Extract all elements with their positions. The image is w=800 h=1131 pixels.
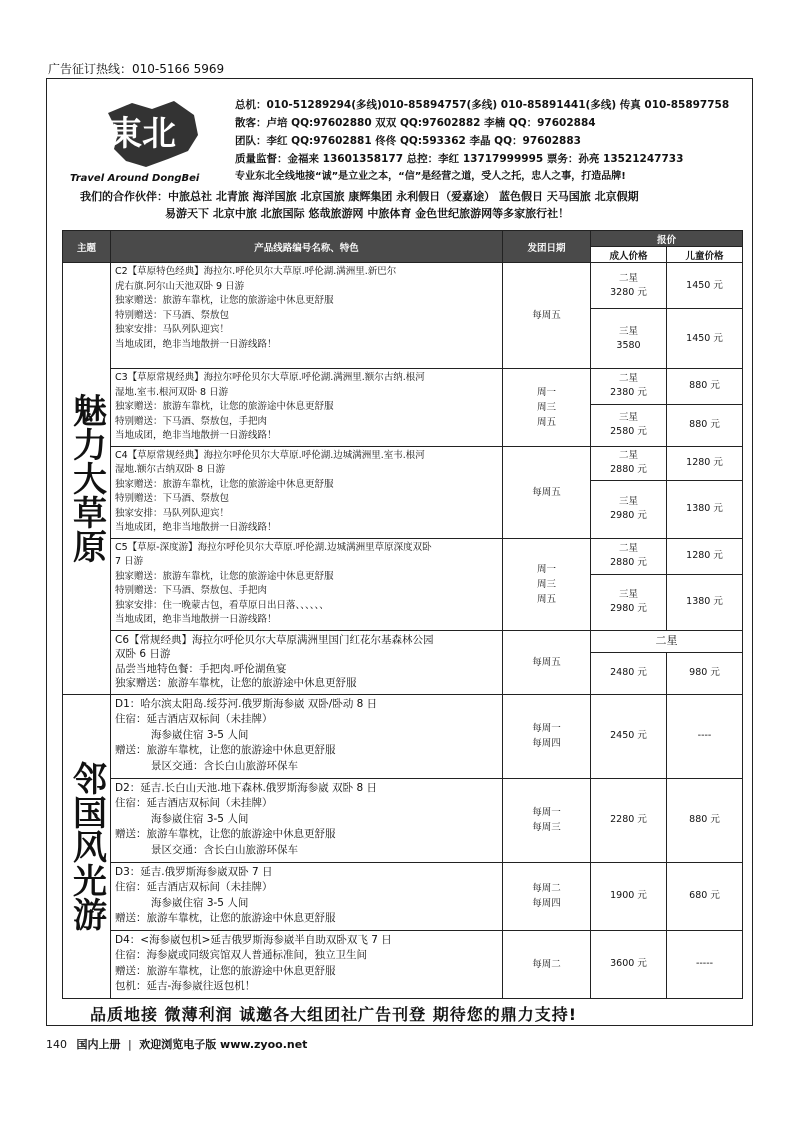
adult-price: 1900 元: [591, 862, 667, 930]
date-item: 每周四: [532, 738, 561, 749]
adult-price: [591, 538, 667, 575]
logo-subtitle: Travel Around DongBei: [70, 173, 200, 184]
header-adult: 成人价格: [591, 247, 667, 263]
ad-hotline: 广告征订热线：010-5166 5969: [48, 62, 225, 76]
price-value: 2980 元: [610, 603, 647, 615]
adult-price: [591, 369, 667, 405]
route-line: 当地成团，绝非当地散拼一日游线路！: [115, 430, 277, 441]
route-line: 湿地.额尔古纳双卧 8 日游: [115, 464, 226, 475]
route-line: 特别赠送：下马酒、祭敖包: [115, 309, 230, 321]
route-line: 景区交通：含长白山旅游环保车: [151, 759, 298, 772]
route-c5: [111, 538, 503, 630]
price-value: 2580 元: [610, 426, 647, 438]
route-line: C6【常规经典】海拉尔呼伦贝尔大草原满洲里国门红花尔基森林公园: [115, 633, 434, 646]
route-line: 品尝当地特色餐：手把肉.呼伦湖鱼宴: [115, 662, 287, 675]
adult-price: [591, 404, 667, 446]
route-line: 海参崴住宿 3-5 人间: [151, 896, 249, 909]
page-footer: [46, 1036, 307, 1052]
price-value: 2880 元: [610, 464, 647, 475]
date-item: 周三: [536, 578, 556, 590]
price-value: 3580: [616, 339, 641, 351]
route-line: C4【草原常规经典】海拉尔呼伦贝尔大草原.呼伦湖.边城满洲里.室韦.根河: [115, 449, 425, 461]
table-header-row: [63, 231, 743, 247]
contact-slogan: 专业东北全线地接“诚”是立业之本，“信”是经营之道，受人之托，忠人之事，打造品牌!: [235, 171, 626, 182]
star-label: 二星: [591, 630, 743, 652]
date-d2: [503, 778, 591, 862]
header-theme: 主题: [63, 231, 111, 263]
date-item: 周一: [536, 563, 556, 575]
child-price: 980 元: [667, 652, 743, 694]
adult-price: 3600 元: [591, 930, 667, 998]
route-line: 住宿：延吉酒店双标间（未挂牌）: [115, 797, 273, 809]
route-c4: [111, 446, 503, 538]
route-c6: [111, 630, 503, 694]
date-item: 周三: [536, 401, 556, 413]
date-item: 每周一: [532, 723, 561, 734]
header-child: 儿童价格: [667, 247, 743, 263]
route-c2: [111, 263, 503, 369]
child-price: 1380 元: [667, 480, 743, 538]
page-number: 140: [46, 1038, 67, 1051]
route-line: 双卧 6 日游: [115, 648, 171, 660]
route-d1: [111, 694, 503, 778]
price-value: 2380 元: [610, 387, 647, 399]
date-item: 每周三: [532, 822, 561, 833]
route-line: 7 日游: [115, 556, 144, 567]
route-line: D1：哈尔滨太阳岛.绥芬河.俄罗斯海参崴 双卧/卧动 8 日: [115, 697, 378, 710]
date-item: 每周二: [532, 883, 561, 894]
table-row: [63, 930, 743, 998]
section-name: 国内上册: [76, 1038, 121, 1051]
company-logo: [70, 95, 230, 187]
adult-price: [591, 263, 667, 309]
route-line: 海参崴住宿 3-5 人间: [151, 812, 249, 825]
route-line: 独家赠送：旅游车靠枕，让您的旅游途中休息更舒服: [115, 570, 334, 582]
contact-supervision: 质量监督：金福来 13601358177 总控：李红 13717999995 票务：孙亮 13521247733: [235, 153, 684, 165]
adult-price: [591, 575, 667, 630]
route-line: 赠送：旅游车靠枕，让您的旅游途中休息更舒服: [115, 744, 336, 756]
header-date: 发团日期: [503, 231, 591, 263]
route-line: 当地成团，绝非当地散拼一日游线路！: [115, 614, 277, 625]
route-line: 住宿：延吉酒店双标间（未挂牌）: [115, 881, 273, 893]
date-d3: [503, 862, 591, 930]
header-price: 报价: [591, 231, 743, 247]
table-row: [63, 263, 743, 309]
theme-neighbor: 邻国风光游: [63, 694, 111, 998]
adult-price: 2450 元: [591, 694, 667, 778]
adult-price: [591, 446, 667, 480]
date-d4: 每周二: [503, 930, 591, 998]
table-row: [63, 446, 743, 480]
route-line: 独家安排：住一晚蒙古包，看草原日出日落、、、、、、: [115, 599, 329, 611]
route-line: 住宿：延吉酒店双标间（未挂牌）: [115, 713, 273, 725]
price-value: 2980 元: [610, 510, 647, 521]
date-c6: 每周五: [503, 630, 591, 694]
table-row: [63, 862, 743, 930]
date-item: 每周四: [532, 898, 561, 909]
date-item: 周五: [536, 593, 556, 605]
table-row: [63, 694, 743, 778]
child-price: 880 元: [667, 778, 743, 862]
route-line: 虎右旗.阿尔山天池双卧 9 日游: [115, 280, 245, 292]
adult-price: 2480 元: [591, 652, 667, 694]
contact-main: 总机：010-51289294(多线)010-85894757(多线) 010-85891441(多线) 传真 010-85897758: [235, 99, 730, 111]
route-line: D3：延吉.俄罗斯海参崴双卧 7 日: [115, 865, 273, 878]
price-value: 2880 元: [610, 557, 647, 569]
child-price: 1280 元: [667, 538, 743, 575]
route-line: 特别赠送：下马酒、祭敖包、手把肉: [115, 585, 268, 596]
child-price: 880 元: [667, 369, 743, 405]
route-line: 独家赠送：旅游车靠枕，让您的旅游途中休息更舒服: [115, 478, 334, 490]
partners-line1: 我们的合作伙伴：中旅总社 北青旅 海洋国旅 北京国旅 康辉集团 永利假日（爱嘉途） 蓝色假日 天马国旅 北京假期: [80, 190, 639, 203]
child-price: 1450 元: [667, 309, 743, 369]
slogan: 品质地接 微薄利润 诚邀各大组团社广告刊登 期待您的鼎力支持!: [90, 1005, 578, 1024]
partners-line2: 易游天下 北京中旅 北旅国际 悠哉旅游网 中旅体育 金色世纪旅游网等多家旅行社！: [165, 207, 570, 220]
route-line: 特别赠送：下马酒、祭敖包: [115, 493, 230, 504]
date-c3: [503, 369, 591, 447]
price-value: 3280 元: [610, 286, 647, 298]
route-d4: [111, 930, 503, 998]
route-line: 独家安排：马队列队迎宾！: [115, 507, 230, 519]
child-price: 680 元: [667, 862, 743, 930]
child-price: 880 元: [667, 404, 743, 446]
route-line: D4：<海参崴包机>延吉俄罗斯海参崴半自助双卧双飞 7 日: [115, 933, 392, 946]
route-line: 湿地.室韦.根河双卧 8 日游: [115, 386, 229, 398]
star-label: 二星: [618, 373, 638, 385]
route-line: C5【草原-深度游】海拉尔呼伦贝尔大草原.呼伦湖.边城满洲里草原深度双卧: [115, 541, 432, 553]
child-price: 1380 元: [667, 575, 743, 630]
adult-price: [591, 309, 667, 369]
child-price: ----: [667, 694, 743, 778]
route-line: C2【草原特色经典】海拉尔.呼伦贝尔大草原.呼伦湖.满洲里.新巴尔: [115, 266, 397, 277]
star-label: 三星: [618, 325, 638, 337]
contact-group: 团队：李红 QQ:97602881 佟佟 QQ:593362 李晶 QQ：97602883: [235, 135, 581, 147]
route-line: C3【草原常规经典】海拉尔呼伦贝尔大草原.呼伦湖.满洲里.额尔古纳.根河: [115, 372, 425, 383]
route-line: 独家赠送：旅游车靠枕，让您的旅游途中休息更舒服: [115, 295, 334, 306]
route-c3: [111, 369, 503, 447]
footer-site: 欢迎浏览电子版 www.zyoo.net: [139, 1038, 308, 1051]
contact-block: [235, 96, 729, 186]
route-table: [62, 230, 743, 999]
svg-text:東北: 東北: [108, 114, 176, 154]
route-line: 包机：延吉-海参崴往返包机！: [115, 980, 256, 992]
adult-price: 2280 元: [591, 778, 667, 862]
contact-retail: 散客：卢培 QQ:97602880 双双 QQ:97602882 李楠 QQ：97602884: [235, 117, 596, 129]
date-c5: [503, 538, 591, 630]
route-line: 住宿：海参崴或同级宾馆双人普通标准间，独立卫生间: [115, 949, 367, 961]
table-row: [63, 778, 743, 862]
route-line: D2：延吉.长白山天池.地下森林.俄罗斯海参崴 双卧 8 日: [115, 781, 377, 794]
date-item: 周一: [536, 386, 556, 398]
star-label: 二星: [618, 543, 638, 555]
route-line: 海参崴住宿 3-5 人间: [151, 728, 249, 741]
table-row: [63, 538, 743, 575]
route-line: 景区交通：含长白山旅游环保车: [151, 843, 298, 856]
date-item: 每周一: [532, 807, 561, 818]
table-row: [63, 630, 743, 652]
route-line: 独家安排：马队列队迎宾！: [115, 324, 230, 335]
header-route: 产品线路编号名称、特色: [111, 231, 503, 263]
child-price: 1280 元: [667, 446, 743, 480]
star-label: 三星: [618, 412, 638, 424]
theme-grassland: 魅力大草原: [63, 263, 111, 695]
star-label: 三星: [618, 589, 638, 601]
adult-price: [591, 480, 667, 538]
date-c4: 每周五: [503, 446, 591, 538]
route-line: 独家赠送：旅游车靠枕，让您的旅游途中休息更舒服: [115, 401, 334, 412]
date-d1: [503, 694, 591, 778]
star-label: 二星: [618, 450, 638, 461]
table-row: [63, 369, 743, 405]
route-line: 特别赠送：下马酒、祭敖包，手把肉: [115, 415, 268, 427]
partners: [80, 188, 740, 222]
date-item: 周五: [536, 416, 556, 428]
footer-divider: |: [128, 1038, 132, 1051]
route-line: 赠送：旅游车靠枕，让您的旅游途中休息更舒服: [115, 912, 336, 924]
date-c2: 每周五: [503, 263, 591, 369]
route-line: 当地成团，绝非当地散拼一日游线路！: [115, 338, 277, 350]
child-price: -----: [667, 930, 743, 998]
child-price: 1450 元: [667, 263, 743, 309]
star-label: 三星: [618, 496, 638, 507]
route-d3: [111, 862, 503, 930]
route-line: 当地成团，绝非当地散拼一日游线路！: [115, 522, 277, 533]
star-label: 二星: [618, 272, 638, 284]
route-line: 独家赠送：旅游车靠枕，让您的旅游途中休息更舒服: [115, 677, 357, 689]
route-d2: [111, 778, 503, 862]
route-line: 赠送：旅游车靠枕，让您的旅游途中休息更舒服: [115, 964, 336, 977]
route-line: 赠送：旅游车靠枕，让您的旅游途中休息更舒服: [115, 828, 336, 840]
